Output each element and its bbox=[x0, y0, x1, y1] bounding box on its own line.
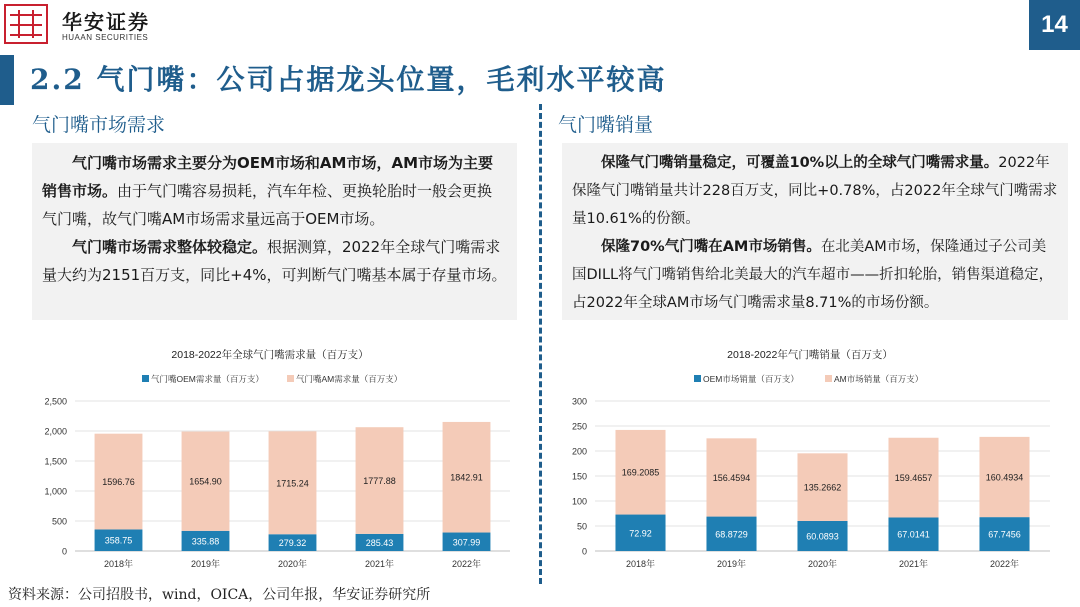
y-tick-label: 2,500 bbox=[44, 396, 67, 407]
x-tick-label: 2021年 bbox=[364, 559, 395, 569]
data-label: 67.0141 bbox=[897, 529, 930, 540]
data-label: 1715.24 bbox=[276, 478, 309, 489]
legend-swatch bbox=[142, 375, 149, 382]
right-paragraph-2 bbox=[572, 233, 1058, 317]
x-tick-label: 2019年 bbox=[716, 559, 747, 569]
left-paragraph-1-text: 由于气门嘴容易损耗，汽车年检、更换轮胎时一般会更换气门嘴，故气门嘴AM市场需求量远高于OEM市场。 bbox=[42, 182, 493, 228]
left-paragraph-1-bold: 气门嘴市场需求主要分为OEM市场和AM市场，AM市场为主要销售市场。 bbox=[42, 154, 493, 200]
y-tick-label: 1,500 bbox=[44, 456, 67, 467]
data-label: 135.2662 bbox=[803, 482, 842, 493]
right-section-heading: 气门嘴销量 bbox=[558, 114, 654, 136]
right-text-box bbox=[562, 143, 1068, 320]
left-section-heading: 气门嘴市场需求 bbox=[32, 114, 166, 136]
data-label: 67.7456 bbox=[988, 529, 1021, 540]
y-tick-label: 1,000 bbox=[44, 486, 67, 497]
x-tick-label: 2019年 bbox=[190, 559, 221, 569]
left-paragraph-2-text: 根据测算，2022年全球气门嘴需求量大约为2151百万支，同比+4%，可判断气门嘴基本属于存量市场。 bbox=[42, 238, 507, 284]
legend-label: 气门嘴AM需求量（百万支） bbox=[296, 374, 403, 384]
y-tick-label: 2,000 bbox=[44, 426, 67, 437]
data-label: 60.0893 bbox=[806, 531, 839, 542]
right-paragraph-2-text: 在北美AM市场，保隆通过子公司美国DILL将气门嘴销售给北美最大的汽车超市——折扣轮胎，销售渠道稳定，占2022年全球AM市场气门嘴需求量8.71%的市场份额。 bbox=[572, 239, 1054, 311]
legend-label: OEM市场销量（百万支） bbox=[703, 374, 799, 384]
source-note: 资料来源：公司招股书，wind，OICA，公司年报，华安证券研究所 bbox=[8, 587, 431, 603]
data-label: 72.92 bbox=[629, 528, 652, 539]
x-tick-label: 2018年 bbox=[625, 559, 656, 569]
y-tick-label: 150 bbox=[571, 471, 587, 482]
global-demand-chart-svg bbox=[20, 340, 520, 576]
left-text-box bbox=[32, 143, 517, 320]
chart-title: 2018-2022年全球气门嘴需求量（百万支） bbox=[171, 349, 369, 361]
company-logo-icon bbox=[4, 4, 48, 44]
data-label: 335.88 bbox=[191, 536, 220, 547]
data-label: 1777.88 bbox=[363, 476, 396, 487]
y-tick-label: 100 bbox=[571, 496, 587, 507]
legend-label: AM市场销量（百万支） bbox=[834, 374, 924, 384]
data-label: 156.4594 bbox=[712, 472, 751, 483]
data-label: 160.4934 bbox=[985, 472, 1024, 483]
x-tick-label: 2021年 bbox=[898, 559, 929, 569]
right-paragraph-1-text: 2022年保隆气门嘴销量共计228百万支，同比+0.78%，占2022年全球气门嘴需求量10.61%的份额。 bbox=[572, 155, 1058, 227]
y-tick-label: 0 bbox=[581, 546, 587, 557]
data-label: 159.4657 bbox=[894, 473, 933, 484]
legend-swatch bbox=[694, 375, 701, 382]
y-tick-label: 50 bbox=[576, 521, 587, 532]
legend-label: 气门嘴OEM需求量（百万支） bbox=[151, 374, 264, 384]
data-label: 68.8729 bbox=[715, 529, 748, 540]
sales-volume-chart bbox=[555, 340, 1065, 576]
data-label: 285.43 bbox=[365, 537, 394, 548]
y-tick-label: 0 bbox=[61, 546, 67, 557]
data-label: 358.75 bbox=[104, 535, 133, 546]
title-accent-bar bbox=[0, 55, 14, 105]
legend-swatch bbox=[825, 375, 832, 382]
x-tick-label: 2022年 bbox=[451, 559, 482, 569]
right-paragraph-1 bbox=[572, 149, 1058, 233]
column-divider bbox=[539, 104, 542, 584]
x-tick-label: 2022年 bbox=[989, 559, 1020, 569]
data-label: 307.99 bbox=[452, 537, 481, 548]
sales-volume-chart-svg bbox=[555, 340, 1065, 576]
x-tick-label: 2020年 bbox=[277, 559, 308, 569]
data-label: 1596.76 bbox=[102, 477, 135, 488]
page-number-badge: 14 bbox=[1029, 0, 1080, 50]
x-tick-label: 2018年 bbox=[103, 559, 134, 569]
y-tick-label: 200 bbox=[571, 446, 587, 457]
data-label: 279.32 bbox=[278, 538, 307, 549]
left-paragraph-2-bold: 气门嘴市场需求整体较稳定。 bbox=[72, 238, 268, 256]
x-tick-label: 2020年 bbox=[807, 559, 838, 569]
y-tick-label: 250 bbox=[571, 421, 587, 432]
logo-english-name: HUAAN SECURITIES bbox=[62, 33, 149, 42]
y-tick-label: 500 bbox=[51, 516, 67, 527]
data-label: 169.2085 bbox=[621, 467, 660, 478]
left-paragraph-1 bbox=[42, 149, 507, 233]
data-label: 1654.90 bbox=[189, 476, 222, 487]
logo-chinese-name: 华安证券 bbox=[62, 10, 150, 34]
page-title: 2.2 气门嘴：公司占据龙头位置，毛利水平较高 bbox=[30, 63, 667, 96]
y-tick-label: 300 bbox=[571, 396, 587, 407]
left-paragraph-2 bbox=[42, 233, 507, 289]
data-label: 1842.91 bbox=[450, 472, 483, 483]
global-demand-chart bbox=[20, 340, 520, 576]
chart-title: 2018-2022年气门嘴销量（百万支） bbox=[727, 349, 893, 361]
right-paragraph-2-bold: 保隆70%气门嘴在AM市场销售。 bbox=[601, 239, 821, 255]
right-paragraph-1-bold: 保隆气门嘴销量稳定，可覆盖10%以上的全球气门嘴需求量。 bbox=[601, 155, 999, 171]
legend-swatch bbox=[287, 375, 294, 382]
